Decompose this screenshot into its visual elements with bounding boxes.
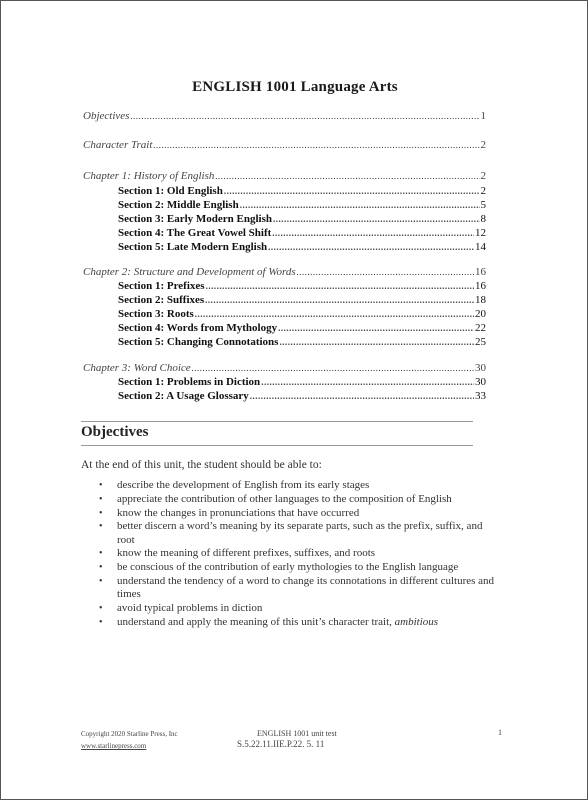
toc-entry-page: 18 (475, 293, 486, 306)
toc-entry-label: Section 2: A Usage Glossary (118, 390, 249, 402)
toc-leader-dots (261, 375, 474, 389)
toc-entry-page: 2 (480, 139, 486, 152)
objective-text: know the changes in pronunciations that have occurred (117, 506, 360, 519)
bullet-icon: • (99, 548, 103, 560)
bullet-icon: • (99, 493, 103, 505)
list-item (99, 507, 499, 520)
objective-text: understand and apply the meaning of this unit’s character trait, (117, 615, 395, 628)
toc-entry-page: 1 (480, 110, 486, 122)
toc-entry-label: Section 3: Early Modern English (118, 212, 273, 225)
footer-left (81, 728, 178, 752)
toc-entry-label: Character Trait (83, 139, 153, 152)
list-item (99, 561, 499, 574)
toc-entry-ch1-section-1[interactable] (83, 184, 486, 198)
unit-test-label: ENGLISH 1001 unit test (257, 729, 337, 738)
toc-entry-page: 20 (475, 308, 486, 321)
toc-entry-ch2-section-4[interactable] (83, 321, 486, 335)
toc-leader-dots (215, 169, 479, 183)
toc-entry-label: Chapter 3: Word Choice (83, 361, 191, 374)
toc-entry-ch1-section-2[interactable] (83, 198, 486, 212)
objective-text: be conscious of the contribution of early mythologies to the English language (117, 561, 459, 574)
toc-entry-chapter-2[interactable] (83, 265, 486, 279)
objective-text: understand the tendency of a word to change its connotations in different cultures and times (117, 574, 495, 601)
page-number: 1 (498, 728, 502, 737)
toc-entry-label: Section 4: The Great Vowel Shift (118, 227, 272, 240)
toc-entry-page: 12 (475, 227, 486, 240)
list-item (99, 520, 499, 546)
toc-entry-ch1-section-3[interactable] (83, 212, 486, 226)
toc-leader-dots (278, 321, 474, 335)
toc-entry-page: 33 (475, 390, 486, 402)
objectives-heading-rule (81, 445, 473, 446)
toc-leader-dots (206, 279, 474, 293)
objective-text-wrap (117, 616, 499, 629)
footer-center (237, 728, 337, 750)
toc-entry-label: Section 4: Words from Mythology (118, 322, 278, 335)
objective-text: know the meaning of different prefixes, suffixes, and roots (117, 547, 376, 560)
list-item (99, 602, 499, 615)
toc-entry-page: 22 (475, 322, 486, 335)
toc-entry-label: Section 3: Roots (118, 308, 194, 321)
toc-leader-dots (273, 212, 479, 226)
list-item (99, 493, 499, 506)
copyright-text: Copyright 2020 Starline Press, Inc (81, 730, 178, 738)
toc-entry-page: 16 (475, 279, 486, 292)
publisher-link[interactable]: www.starlinepress.com (81, 742, 147, 750)
toc-leader-dots (224, 184, 480, 198)
table-of-contents (83, 109, 486, 403)
toc-entry-label: Chapter 1: History of English (83, 170, 215, 183)
toc-leader-dots (250, 389, 474, 403)
toc-entry-ch2-section-2[interactable] (83, 293, 486, 307)
bullet-icon: • (99, 480, 103, 491)
toc-entry-label: Section 2: Middle English (118, 198, 239, 211)
section-divider (81, 421, 473, 422)
standards-code: S.5.22.11.IIE.P.22. 5. 11 (237, 739, 325, 749)
toc-leader-dots (297, 265, 474, 279)
bullet-icon: • (99, 616, 103, 628)
toc-entry-label: Section 1: Old English (118, 184, 223, 197)
toc-entry-label: Section 5: Late Modern English (118, 241, 268, 254)
objective-text: appreciate the contribution of other languages to the composition of English (117, 492, 452, 505)
toc-entry-ch2-section-5[interactable] (83, 335, 486, 349)
toc-entry-ch2-section-1[interactable] (83, 279, 486, 293)
toc-entry-ch3-section-1[interactable] (83, 375, 486, 389)
toc-entry-label: Section 1: Problems in Diction (118, 375, 261, 388)
toc-entry-page: 16 (475, 265, 486, 278)
toc-leader-dots (130, 109, 479, 123)
toc-entry-page: 5 (480, 198, 486, 211)
toc-entry-chapter-1[interactable] (83, 169, 486, 183)
toc-entry-label: Section 5: Changing Connotations (118, 336, 279, 349)
toc-entry-page: 30 (475, 361, 486, 374)
document-title: ENGLISH 1001 Language Arts (192, 79, 398, 95)
toc-entry-objectives[interactable] (83, 109, 486, 123)
toc-entry-page: 30 (475, 375, 486, 388)
toc-entry-label: Chapter 2: Structure and Development of Words (83, 265, 296, 278)
toc-entry-page: 14 (475, 241, 486, 254)
list-item (99, 575, 499, 601)
list-item (99, 616, 499, 629)
toc-leader-dots (279, 335, 474, 349)
objective-text: better discern a word’s meaning by its separate parts, such as the prefix, suffix, and root (117, 520, 483, 546)
toc-entry-page: 8 (480, 212, 486, 225)
list-item (99, 479, 499, 492)
toc-entry-character-trait[interactable] (83, 138, 486, 152)
toc-entry-ch3-section-2[interactable] (83, 389, 486, 403)
objective-text: describe the development of English from its early stages (117, 479, 370, 491)
toc-entry-page: 25 (475, 336, 486, 349)
toc-leader-dots (240, 198, 480, 212)
toc-leader-dots (205, 293, 474, 307)
objectives-list (99, 479, 499, 630)
bullet-icon: • (99, 507, 103, 519)
toc-entry-label: Objectives (83, 110, 130, 122)
toc-entry-page: 2 (480, 184, 486, 197)
toc-leader-dots (268, 240, 474, 254)
toc-entry-label: Section 1: Prefixes (118, 279, 205, 292)
bullet-icon: • (99, 562, 103, 574)
toc-entry-chapter-3[interactable] (83, 361, 486, 375)
toc-entry-ch2-section-3[interactable] (83, 307, 486, 321)
toc-leader-dots (153, 138, 479, 152)
bullet-icon: • (99, 521, 103, 533)
toc-entry-ch1-section-5[interactable] (83, 240, 486, 254)
toc-entry-label: Section 2: Suffixes (118, 293, 205, 306)
toc-entry-page: 2 (480, 170, 486, 183)
objective-text: avoid typical problems in diction (117, 601, 263, 614)
bullet-icon: • (99, 575, 103, 587)
list-item (99, 547, 499, 560)
toc-entry-ch1-section-4[interactable] (83, 226, 486, 240)
character-trait-emphasis: ambitious (394, 615, 439, 628)
objectives-heading: Objectives (81, 424, 149, 440)
bullet-icon: • (99, 602, 103, 614)
toc-leader-dots (272, 226, 474, 240)
toc-leader-dots (195, 307, 474, 321)
toc-leader-dots (192, 361, 474, 375)
objectives-intro: At the end of this unit, the student should be able to: (81, 459, 322, 471)
